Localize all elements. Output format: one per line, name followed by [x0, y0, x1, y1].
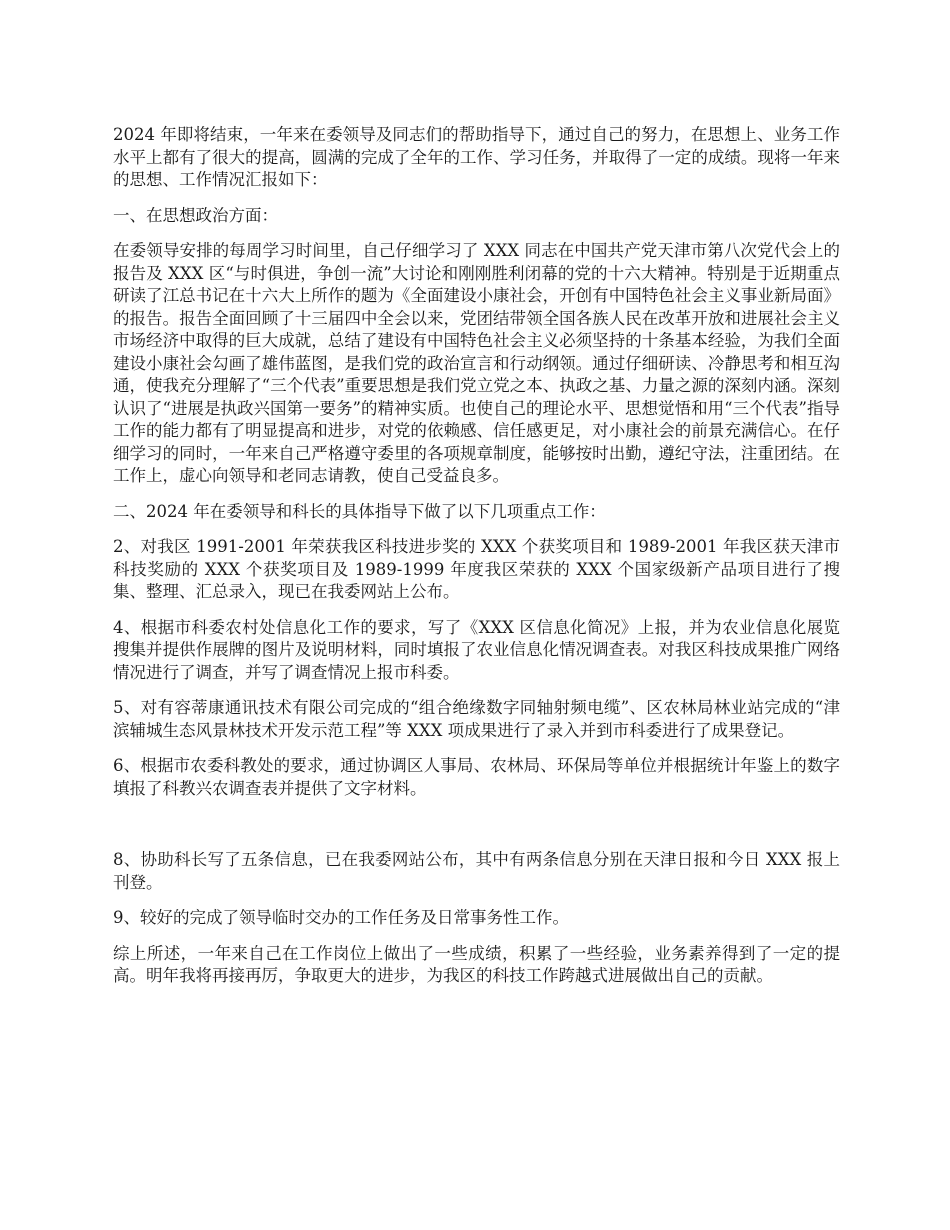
- conclusion-paragraph: 综上所述，一年来自己在工作岗位上做出了一些成绩，积累了一些经验，业务素养得到了一定的提高。明年我将再接再厉，争取更大的进步，为我区的科技工作跨越式进展做出自己的贡献。: [113, 943, 840, 985]
- work-item-4: 4、根据市科委农村处信息化工作的要求，写了《XXX 区信息化简况》上报，并为农业信息化展览搜集并提供作展牌的图片及说明材料，同时填报了农业信息化情况调查表。对我区科技成果推广网络情况进行了调查，并写了调查情况上报市科委。: [113, 617, 840, 682]
- blank-spacer: [113, 813, 840, 849]
- work-item-8: 8、协助科长写了五条信息，已在我委网站公布，其中有两条信息分别在天津日报和今日 XXX 报上刊登。: [113, 850, 840, 892]
- work-item-6: 6、根据市农委科教处的要求，通过协调区人事局、农林局、环保局等单位并根据统计年鉴上的数字填报了科教兴农调查表并提供了文字材料。: [113, 756, 840, 798]
- work-item-5: 5、对有容蒂康通讯技术有限公司完成的“组合绝缘数字同轴射频电缆”、区农林局林业站完成的“津滨辅城生态风景林技术开发示范工程”等 XXX 项成果进行了录入并到市科委进行了成果登记。: [113, 698, 840, 740]
- intro-paragraph: 2024 年即将结束，一年来在委领导及同志们的帮助指导下，通过自己的努力，在思想上、业务工作水平上都有了很大的提高，圆满的完成了全年的工作、学习任务，并取得了一定的成绩。现将一年来的思想、工作情况汇报如下：: [113, 125, 840, 189]
- work-item-9: 9、较好的完成了领导临时交办的工作任务及日常事务性工作。: [113, 908, 569, 927]
- political-study-paragraph: 在委领导安排的每周学习时间里，自己仔细学习了 XXX 同志在中国共产党天津市第八次党代会上的报告及 XXX 区“与时俱进，争创一流”大讨论和刚刚胜利闭幕的党的十六大精神。特别是于近期重点研读了江总书记在十六大上所作的题为《全面建设小康社会，开创有中国特色社会主义事业新局面》的报告。报告全面回顾了十三届四中全会以来，党团结带领全国各族人民在改革开放和进展社会主义市场经济中取得的巨大成就，总结了建设有中国特色社会主义必须坚持的十条基本经验，为我们全面建设小康社会勾画了雄伟蓝图，是我们党的政治宣言和行动纲领。通过仔细研读、冷静思考和相互沟通，使我充分理解了“三个代表”重要思想是我们党立党之本、执政之基、力量之源的深刻内涵。深刻认识了“进展是执政兴国第一要务”的精神实质。也使自己的理论水平、思想觉悟和用“三个代表”指导工作的能力都有了明显提高和进步，对党的依赖感、信任感更足，对小康社会的前景充满信心。在仔细学习的同时，一年来自己严格遵守委里的各项规章制度，能够按时出勤，遵纪守法，注重团结。在工作上，虚心向领导和老同志请教，使自己受益良多。: [113, 241, 840, 485]
- document-body: [113, 124, 840, 1001]
- section-heading-work: 二、2024 年在委领导和科长的具体指导下做了以下几项重点工作：: [113, 501, 606, 521]
- work-item-2: 2、对我区 1991-2001 年荣获我区科技进步奖的 XXX 个获奖项目和 1989-2001 年我区获天津市科技奖励的 XXX 个获奖项目及 1989-1999 年度我区荣获的 XXX 个国家级新产品项目进行了搜集、整理、汇总录入，现已在我委网站上公布。: [113, 537, 840, 601]
- section-heading-political: 一、在思想政治方面：: [113, 205, 278, 225]
